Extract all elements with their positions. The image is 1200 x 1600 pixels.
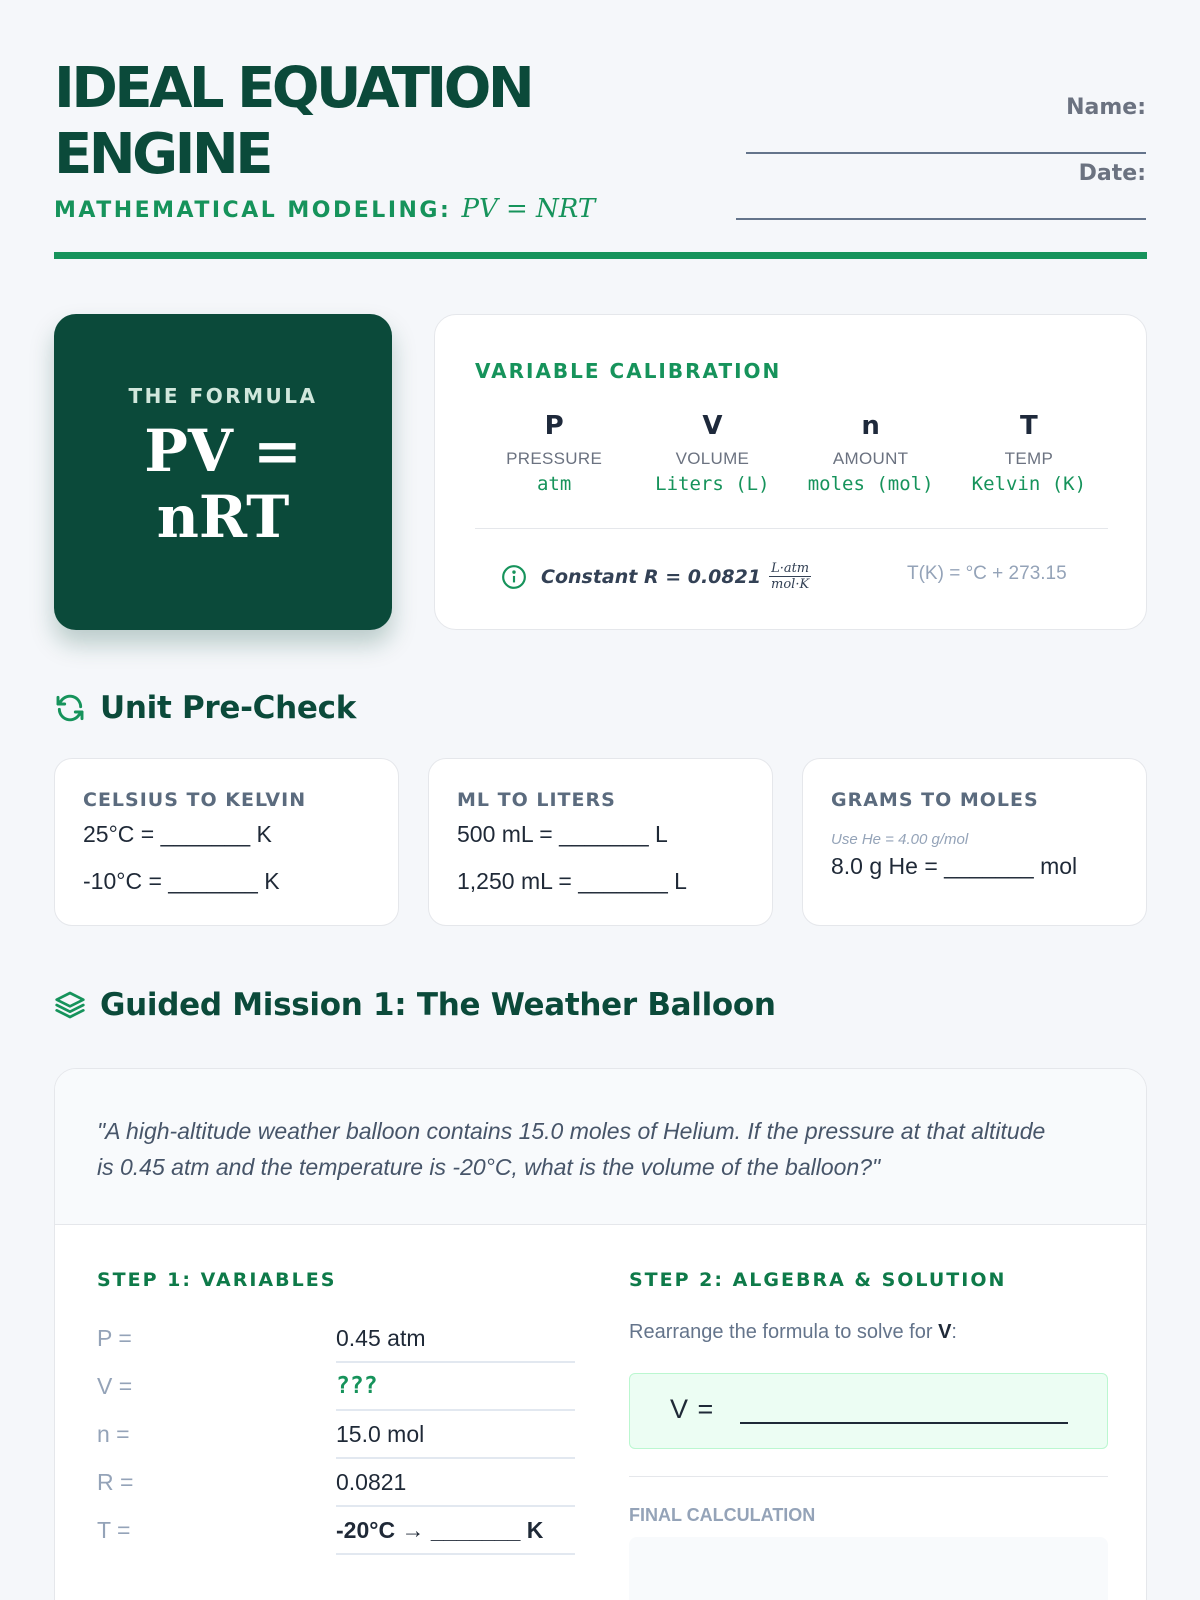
step2-divider bbox=[629, 1476, 1108, 1477]
mission-prompt-box bbox=[55, 1069, 1146, 1225]
final-calculation-title: FINAL CALCULATION bbox=[629, 1505, 816, 1525]
precheck-question[interactable]: 25°C = _______ K bbox=[83, 821, 272, 847]
mission-prompt: "A high-altitude weather balloon contains 15.0 moles of Helium. If the pressure at that altitude is 0.45 atm and the temperature is -20°C, what is the volume of the balloon?" bbox=[97, 1118, 1046, 1180]
variable-name: AMOUNT bbox=[832, 449, 909, 468]
precheck-title: Unit Pre-Check bbox=[100, 690, 357, 726]
precheck-hint: Use He = 4.00 g/mol bbox=[831, 831, 969, 848]
variable-label: R = bbox=[97, 1469, 134, 1495]
variable-value[interactable]: ??? bbox=[336, 1365, 575, 1411]
variable-unit: Kelvin (K) bbox=[971, 473, 1087, 495]
formula-equation bbox=[54, 418, 392, 550]
algebra-answer-label: V = bbox=[670, 1394, 715, 1424]
variable-row-t bbox=[97, 1509, 575, 1557]
variable-temp bbox=[950, 411, 1108, 495]
precheck-question[interactable]: 1,250 mL = _______ L bbox=[457, 868, 687, 894]
variable-unit: Liters (L) bbox=[655, 473, 770, 495]
variable-symbol: V bbox=[702, 411, 723, 441]
variable-label: T = bbox=[97, 1517, 131, 1543]
precheck-card-ml bbox=[428, 758, 773, 926]
mission-title: Guided Mission 1: The Weather Balloon bbox=[100, 987, 776, 1023]
variable-unit: atm bbox=[536, 473, 572, 495]
title-line-1: IDEAL EQUATION bbox=[54, 56, 532, 121]
temperature-conversion: T(K) = °C + 273.15 bbox=[907, 563, 1067, 584]
subtitle-equation: PV = NRT bbox=[461, 194, 596, 224]
precheck-card-grams bbox=[802, 758, 1147, 926]
info-icon bbox=[501, 564, 527, 590]
variable-row-n bbox=[97, 1413, 575, 1461]
refresh-icon bbox=[54, 692, 86, 724]
variable-row-v bbox=[97, 1365, 575, 1413]
units-numerator: L·atm bbox=[771, 561, 810, 576]
variable-amount bbox=[792, 411, 950, 495]
subtitle-prefix: MATHEMATICAL MODELING: bbox=[54, 198, 452, 223]
precheck-question[interactable]: 500 mL = _______ L bbox=[457, 821, 668, 847]
calibration-divider bbox=[475, 528, 1108, 529]
rearrange-instruction bbox=[629, 1321, 957, 1344]
precheck-question[interactable]: 8.0 g He = _______ mol bbox=[831, 853, 1078, 879]
variable-name: VOLUME bbox=[675, 449, 750, 468]
units-denominator: mol·K bbox=[771, 577, 810, 592]
variable-row-p bbox=[97, 1317, 575, 1365]
formula-card bbox=[54, 314, 392, 630]
date-field-line[interactable] bbox=[736, 218, 1146, 220]
variable-volume bbox=[633, 411, 791, 495]
constant-row bbox=[501, 561, 811, 592]
formula-line-2: nRT bbox=[156, 483, 290, 551]
gas-constant: Constant R = 0.0821 bbox=[541, 565, 762, 588]
variable-unit: moles (mol) bbox=[807, 473, 934, 495]
step1-title: STEP 1: VARIABLES bbox=[97, 1269, 337, 1291]
header-divider bbox=[54, 252, 1147, 259]
precheck-card-celsius bbox=[54, 758, 399, 926]
variable-symbol: n bbox=[861, 411, 880, 441]
algebra-answer-box[interactable] bbox=[629, 1373, 1108, 1449]
layers-icon bbox=[54, 989, 86, 1021]
step2-title: STEP 2: ALGEBRA & SOLUTION bbox=[629, 1269, 1007, 1291]
variable-row-r bbox=[97, 1461, 575, 1509]
variable-value[interactable]: 15.0 mol bbox=[336, 1413, 575, 1459]
name-label: Name: bbox=[1066, 95, 1146, 120]
final-calculation-box[interactable] bbox=[629, 1537, 1108, 1600]
variable-symbol: P bbox=[544, 411, 564, 441]
variable-name: PRESSURE bbox=[506, 449, 603, 468]
variable-value[interactable]: -20°C → _______ K bbox=[336, 1509, 575, 1555]
variable-name: TEMP bbox=[1004, 449, 1054, 468]
formula-kicker: THE FORMULA bbox=[128, 384, 318, 408]
precheck-card-title: GRAMS TO MOLES bbox=[831, 789, 1039, 811]
date-label: Date: bbox=[1078, 161, 1146, 186]
gas-constant-units bbox=[769, 561, 811, 592]
variable-list bbox=[475, 411, 1108, 495]
variable-calibration-card bbox=[434, 314, 1147, 630]
algebra-answer-line[interactable] bbox=[740, 1422, 1068, 1424]
name-field-line[interactable] bbox=[746, 152, 1146, 154]
page-subtitle bbox=[54, 194, 595, 224]
variable-label: n = bbox=[97, 1421, 130, 1447]
variable-symbol: T bbox=[1020, 411, 1038, 441]
precheck-header bbox=[54, 690, 356, 726]
rearrange-colon: : bbox=[951, 1321, 957, 1343]
formula-line-1: PV = bbox=[144, 417, 302, 485]
calibration-title: VARIABLE CALIBRATION bbox=[475, 359, 782, 383]
precheck-question[interactable]: -10°C = _______ K bbox=[83, 868, 280, 894]
precheck-card-title: CELSIUS TO KELVIN bbox=[83, 789, 307, 811]
precheck-card-title: ML TO LITERS bbox=[457, 789, 616, 811]
variable-pressure bbox=[475, 411, 633, 495]
rearrange-variable: V bbox=[938, 1321, 952, 1343]
page-title bbox=[54, 56, 531, 188]
variable-label: V = bbox=[97, 1373, 133, 1399]
title-line-2: ENGINE bbox=[54, 122, 271, 187]
rearrange-text: Rearrange the formula to solve for bbox=[629, 1321, 933, 1343]
variable-label: P = bbox=[97, 1325, 132, 1351]
variable-value[interactable]: 0.45 atm bbox=[336, 1317, 575, 1363]
variable-value[interactable]: 0.0821 bbox=[336, 1461, 575, 1507]
mission-card bbox=[54, 1068, 1147, 1600]
mission-header bbox=[54, 987, 776, 1023]
